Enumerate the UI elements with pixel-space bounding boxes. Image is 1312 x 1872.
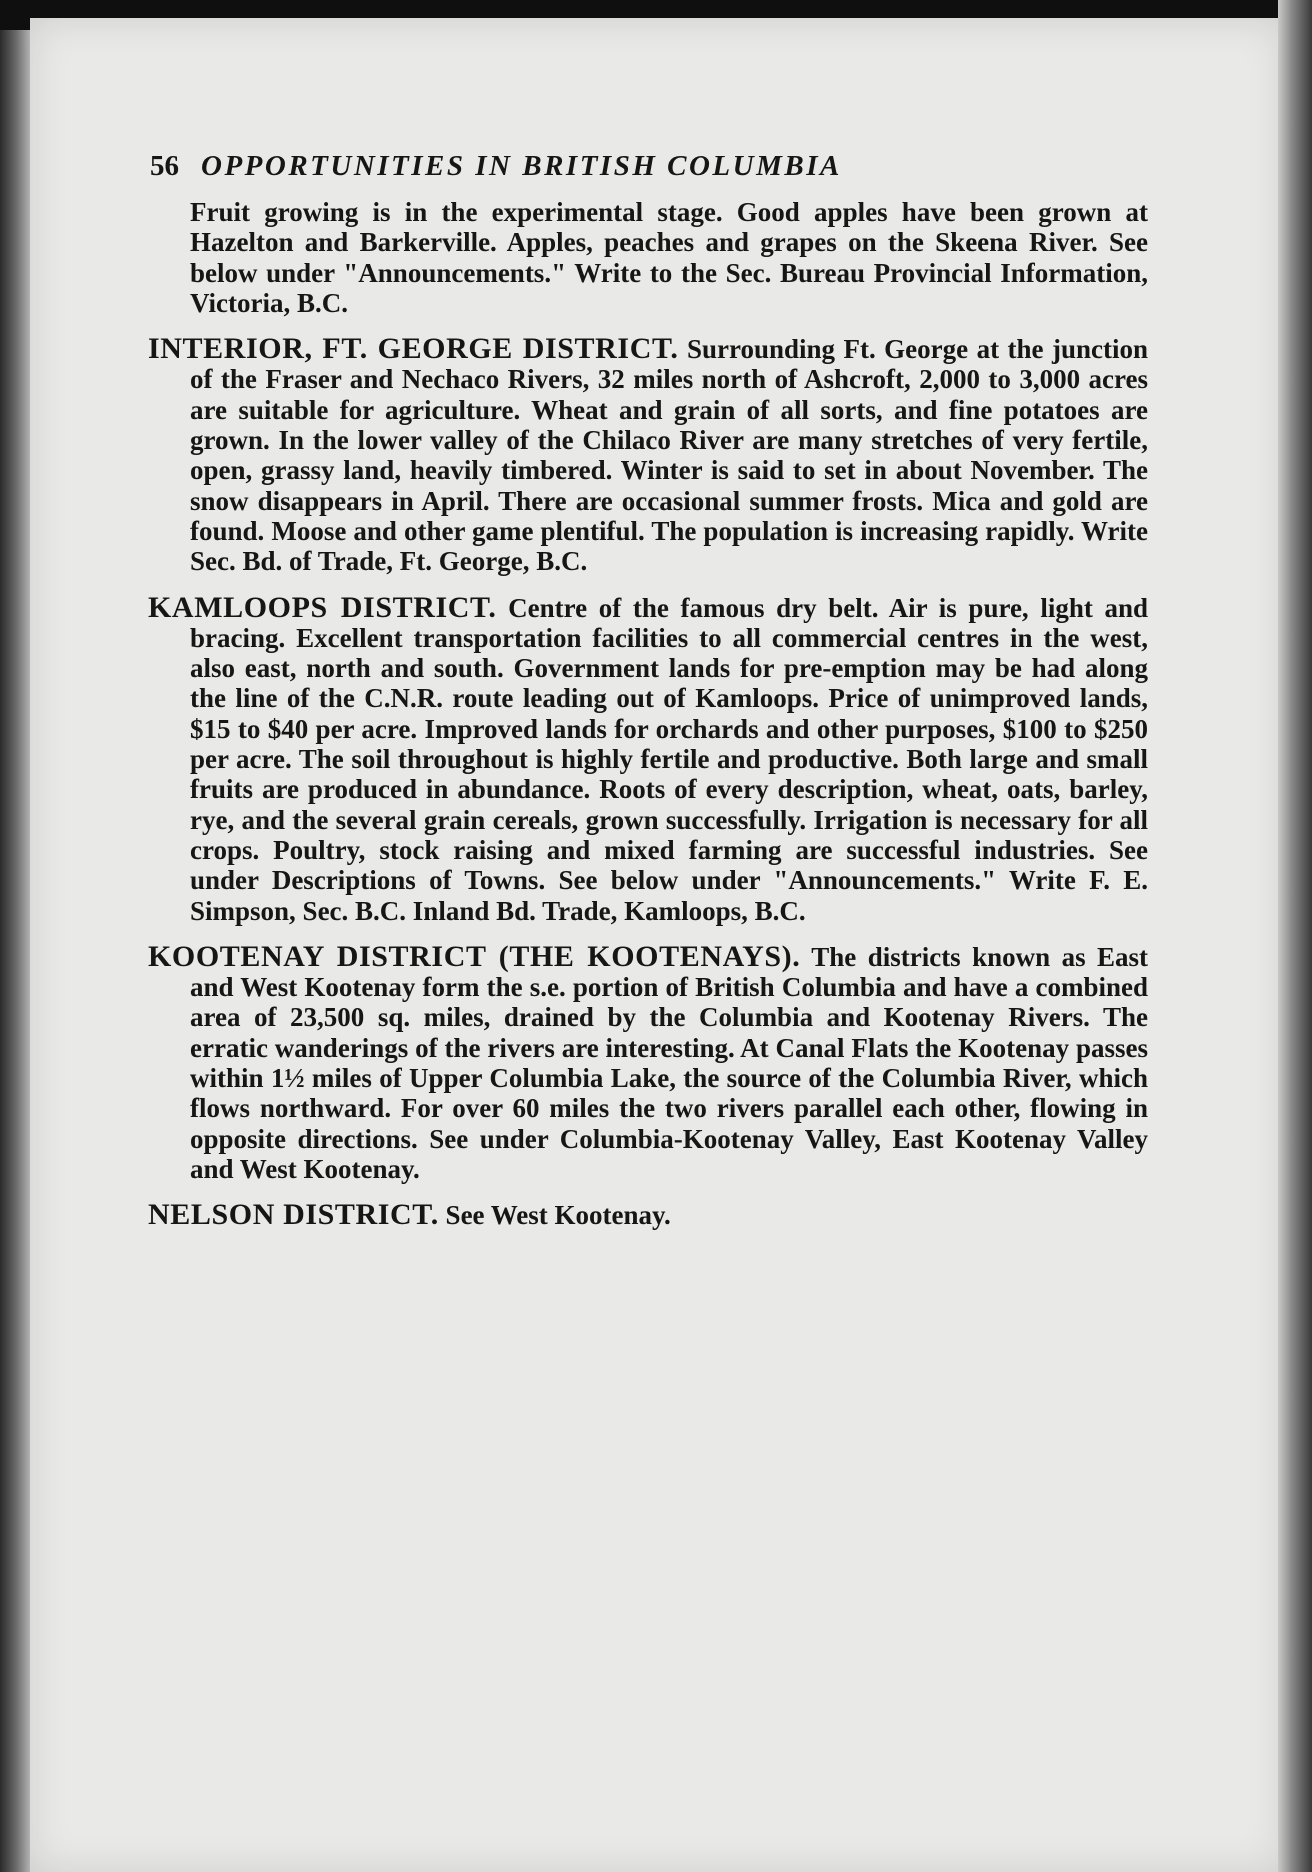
entry-text: The districts known as East and West Kootenay form the s.e. portion of British Columbia and have a combined area of 23,500 sq. miles, drained by the Columbia and Kootenay Rivers. The erratic wanderings of the rivers are interesting. At Canal Flats the Kootenay passes within 1½ miles of Upper Columbia Lake, the source of the Columbia River, which flows northward. For over 60 miles the two rivers parallel each other, flowing in opposite directions. See under Columbia-Kootenay Valley, East Kootenay Valley and West Kootenay. <box>190 941 1148 1184</box>
entry-text: Centre of the famous dry belt. Air is pure, light and bracing. Excellent transportation facilities to all commercial centres in the west, also east, north and south. Government lands for pre-emption may be had along the line of the C.N.R. route leading out of Kamloops. Price of unimproved lands, $15 to $40 per acre. Improved lands for orchards and other purposes, $100 to $250 per acre. The soil throughout is highly fertile and productive. Both large and small fruits are produced in abundance. Roots of every description, wheat, oats, barley, rye, and the several grain cereals, grown successfully. Irrigation is necessary for all crops. Poultry, stock raising and mixed farming are successful industries. See under Descriptions of Towns. See below under "Announcements." Write F. E. Simpson, Sec. B.C. Inland Bd. Trade, Kamloops, B.C. <box>190 592 1148 926</box>
entry-text: Surrounding Ft. George at the junction of the Fraser and Nechaco Rivers, 32 miles north of Ashcroft, 2,000 to 3,000 acres are suitable for agriculture. Wheat and grain of all sorts, and fine potatoes are grown. In the lower valley of the Chilaco River are many stretches of very fertile, open, grassy land, heavily timbered. Winter is said to set in about November. The snow disappears in April. There are occasional summer frosts. Mica and gold are found. Moose and other game plentiful. The population is increasing rapidly. Write Sec. Bd. of Trade, Ft. George, B.C. <box>190 334 1149 577</box>
entry-heading: KOOTENAY DISTRICT (THE KOOTENAYS). <box>148 939 801 973</box>
entry-heading: INTERIOR, FT. GEORGE DISTRICT. <box>148 332 679 366</box>
running-head <box>150 150 1148 183</box>
entry-kamloops <box>148 590 1148 926</box>
entry-heading: NELSON DISTRICT. <box>148 1198 439 1232</box>
entry-nelson <box>148 1200 1148 1230</box>
entry-text: Fruit growing is in the experimental stage. Good apples have been grown at Hazelton and Barkerville. Apples, peaches and grapes on the Skeena River. See below under "Announcements." Write to the Sec. Bureau Provincial Information, Victoria, B.C. <box>190 197 1148 318</box>
entry-interior-ft-george <box>148 334 1148 576</box>
entry-text: See West Kootenay. <box>445 1200 671 1231</box>
entry-kootenay <box>148 939 1148 1184</box>
page-content <box>148 150 1148 1247</box>
page-fore-edge <box>1278 0 1312 1872</box>
page-number: 56 <box>150 150 179 182</box>
entry-fruit-growing-continued <box>148 197 1148 318</box>
running-head-title: OPPORTUNITIES IN BRITISH COLUMBIA <box>201 150 842 182</box>
entry-heading: KAMLOOPS DISTRICT. <box>148 590 497 624</box>
